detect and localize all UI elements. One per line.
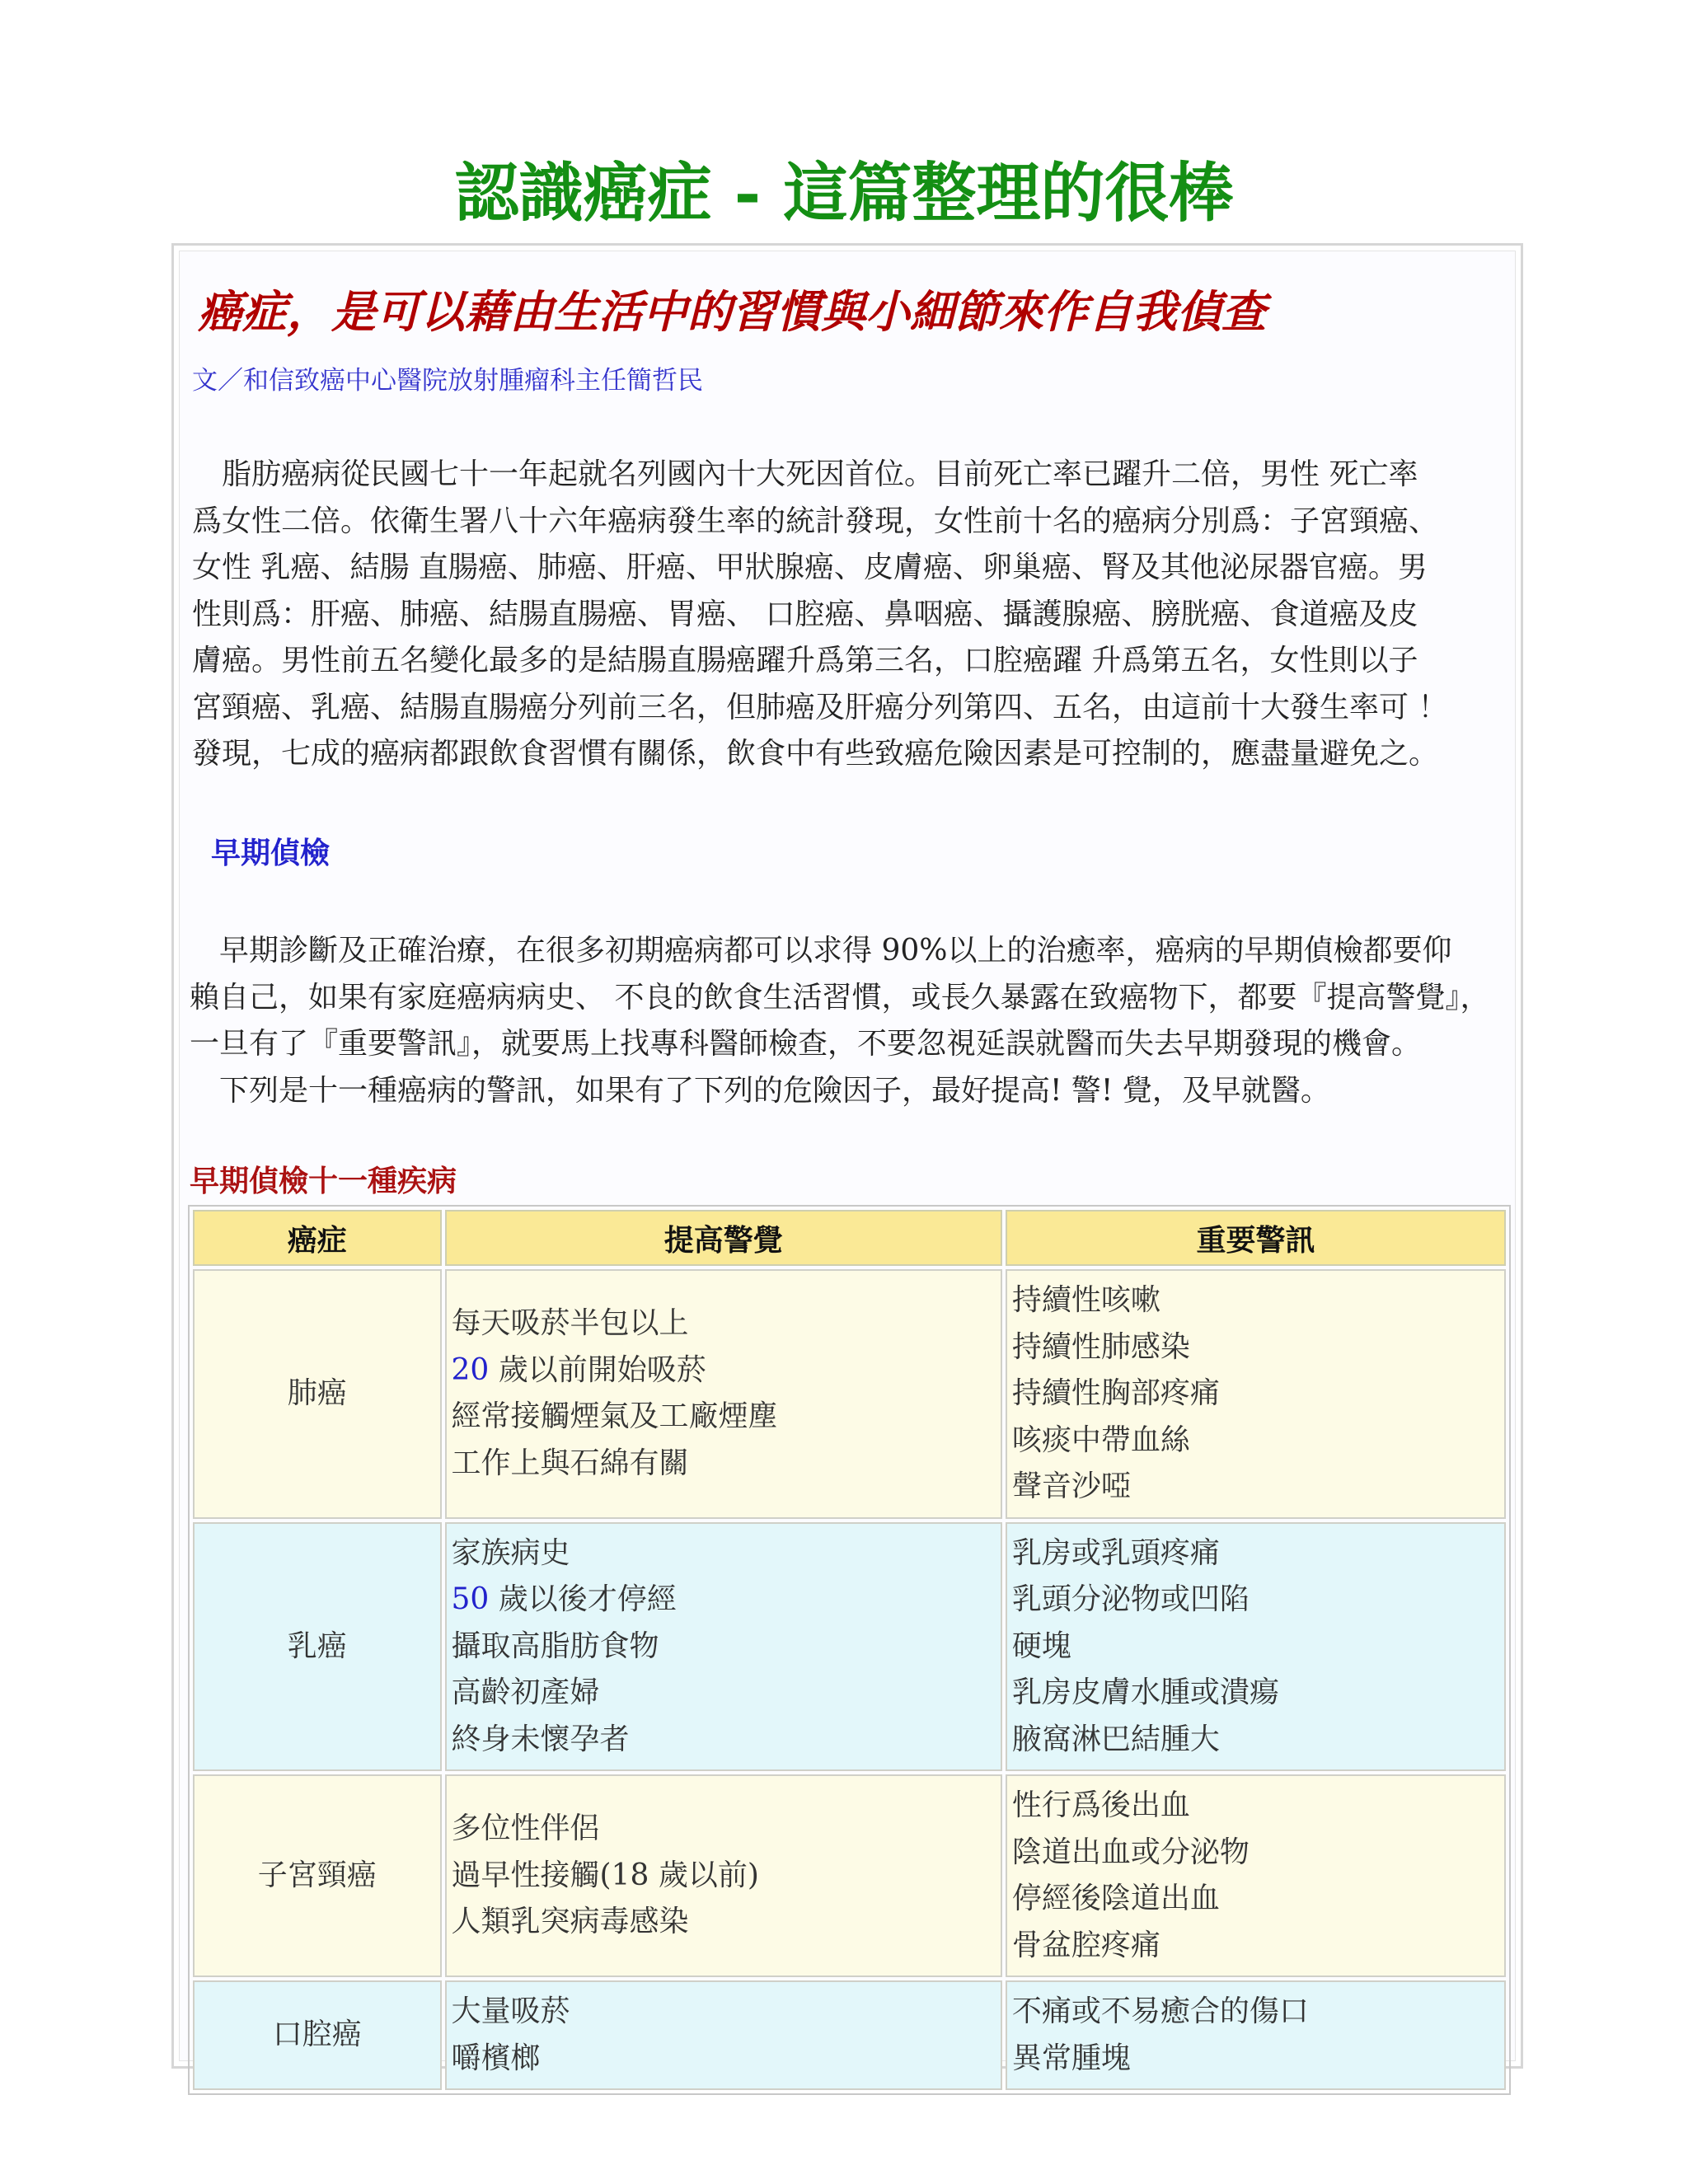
alert-item: 經常接觸煙氣及工廠煙塵 [451,1399,778,1434]
warning-item: 不痛或不易癒合的傷口 [1011,1994,1309,2028]
article-byline: 文／和信致癌中心醫院放射腫瘤科主任簡哲民 [192,366,703,396]
warning-cell [1006,1522,1506,1772]
column-header-warning: 重要警訊 [1006,1210,1506,1266]
alert-item: 終身未懷孕者 [451,1722,630,1756]
alert-item: 人類乳突病毒感染 [451,1905,689,1939]
alert-item: 大量吸菸 [451,1994,570,2028]
warning-item: 聲音沙啞 [1011,1469,1131,1503]
warning-cell [1006,1774,1506,1977]
cancer-name-cell: 口腔癌 [193,1980,442,2090]
cancer-name-cell: 子宮頸癌 [193,1774,442,1977]
table-header-row [193,1210,1506,1266]
warning-item: 腋窩淋巴結腫大 [1011,1722,1220,1756]
warning-item: 停經後陰道出血 [1011,1882,1220,1915]
intro-line: 性則爲：肝癌、肺癌、結腸直腸癌、胃癌、 口腔癌、鼻咽癌、攝護腺癌、膀胱癌、食道癌及皮 [192,597,1418,631]
page-title: 認識癌症 - 這篇整理的很棒 [454,156,1234,231]
intro-line: 爲女性二倍。依衛生署八十六年癌病發生率的統計發現，女性前十名的癌病分別爲：子宮頸癌、 [192,504,1439,538]
intro-line: 宮頸癌、乳癌、結腸直腸癌分列前三名，但肺癌及肝癌分列第四、五名，由這前十大發生率可 ！ [192,690,1448,724]
warning-item: 性行爲後出血 [1011,1788,1190,1822]
alert-item: 嚼檳榔 [451,2041,541,2075]
warning-item: 持續性肺感染 [1011,1329,1190,1364]
intro-line: 脂肪癌病從民國七十一年起就名列國內十大死因首位。目前死亡率已躍升二倍，男性 死亡率 [222,457,1418,491]
table-row [193,1980,1506,2090]
warning-item: 乳房皮膚水腫或潰瘍 [1011,1675,1279,1709]
alert-item: 攝取高脂肪食物 [451,1629,659,1663]
alert-item [452,1577,996,1624]
warning-item: 乳房或乳頭疼痛 [1011,1535,1220,1570]
warning-item: 持續性胸部疼痛 [1011,1376,1220,1410]
table-title: 早期偵檢十一種疾病 [190,1164,457,1198]
early-line: 下列是十一種癌病的警訊，如果有了下列的危險因子，最好提高! 警! 覺，及早就醫。 [219,1073,1330,1108]
alert-cell [445,1522,1002,1772]
warning-item: 異常腫塊 [1011,2041,1131,2075]
article-headline: 癌症，是可以藉由生活中的習慣與小細節來作自我偵查 [198,285,1266,338]
warning-item: 乳頭分泌物或凹陷 [1011,1582,1250,1616]
alert-item-text: 歲以前開始吸菸 [489,1352,706,1387]
alert-cell [445,1269,1002,1519]
cancer-warning-table [188,1205,1511,2095]
alert-cell [445,1980,1002,2090]
early-line: 早期診斷及正確治療，在很多初期癌病都可以求得 90%以上的治癒率，癌病的早期偵檢都要仰 [219,934,1452,968]
column-header-cancer: 癌症 [193,1210,442,1266]
intro-line: 膚癌。男性前五名變化最多的是結腸直腸癌躍升爲第三名，口腔癌躍 升爲第五名，女性則以子 [192,644,1418,677]
intro-line: 女性 乳癌、結腸 直腸癌、肺癌、肝癌、甲狀腺癌、皮膚癌、卵巢癌、腎及其他泌尿器官癌。男 [192,551,1428,584]
warning-item: 硬塊 [1011,1629,1071,1663]
warning-item: 持續性咳嗽 [1011,1283,1160,1317]
warning-cell [1006,1269,1506,1519]
column-header-alert: 提高警覺 [445,1210,1002,1266]
early-detection-paragraph [190,928,1505,1114]
warning-item: 咳痰中帶血絲 [1011,1422,1190,1457]
table-row [193,1522,1506,1772]
warning-item: 陰道出血或分泌物 [1011,1835,1250,1869]
section-title-early-detection: 早期偵檢 [211,836,331,870]
warning-item: 骨盆腔疼痛 [1011,1928,1160,1962]
early-line: 賴自己，如果有家庭癌病病史、 不良的飲食生活習慣，或長久暴露在致癌物下，都要『提高警覺』， [190,980,1490,1015]
alert-item: 工作上與石綿有關 [451,1446,689,1480]
age-number: 50 [451,1582,490,1616]
intro-paragraph [192,452,1484,778]
alert-item [452,1347,996,1394]
alert-cell [445,1774,1002,1977]
table-row [193,1269,1506,1519]
cancer-name-cell: 肺癌 [193,1269,442,1519]
alert-item: 多位性伴侶 [451,1811,600,1846]
alert-item: 過早性接觸(18 歲以前) [451,1858,759,1892]
warning-cell [1006,1980,1506,2090]
alert-item-text: 歲以後才停經 [489,1582,677,1616]
early-line: 一旦有了『重要警訊』，就要馬上找專科醫師檢查，不要忽視延誤就醫而失去早期發現的機會。 [190,1027,1422,1061]
alert-item: 高齡初產婦 [451,1675,600,1709]
table-row [193,1774,1506,1977]
cancer-name-cell: 乳癌 [193,1522,442,1772]
alert-item: 每天吸菸半包以上 [451,1306,689,1341]
intro-line: 發現，七成的癌病都跟飲食習慣有關係，飲食中有些致癌危險因素是可控制的，應盡量避免之。 [192,737,1439,771]
age-number: 20 [451,1352,490,1387]
alert-item: 家族病史 [451,1535,570,1570]
